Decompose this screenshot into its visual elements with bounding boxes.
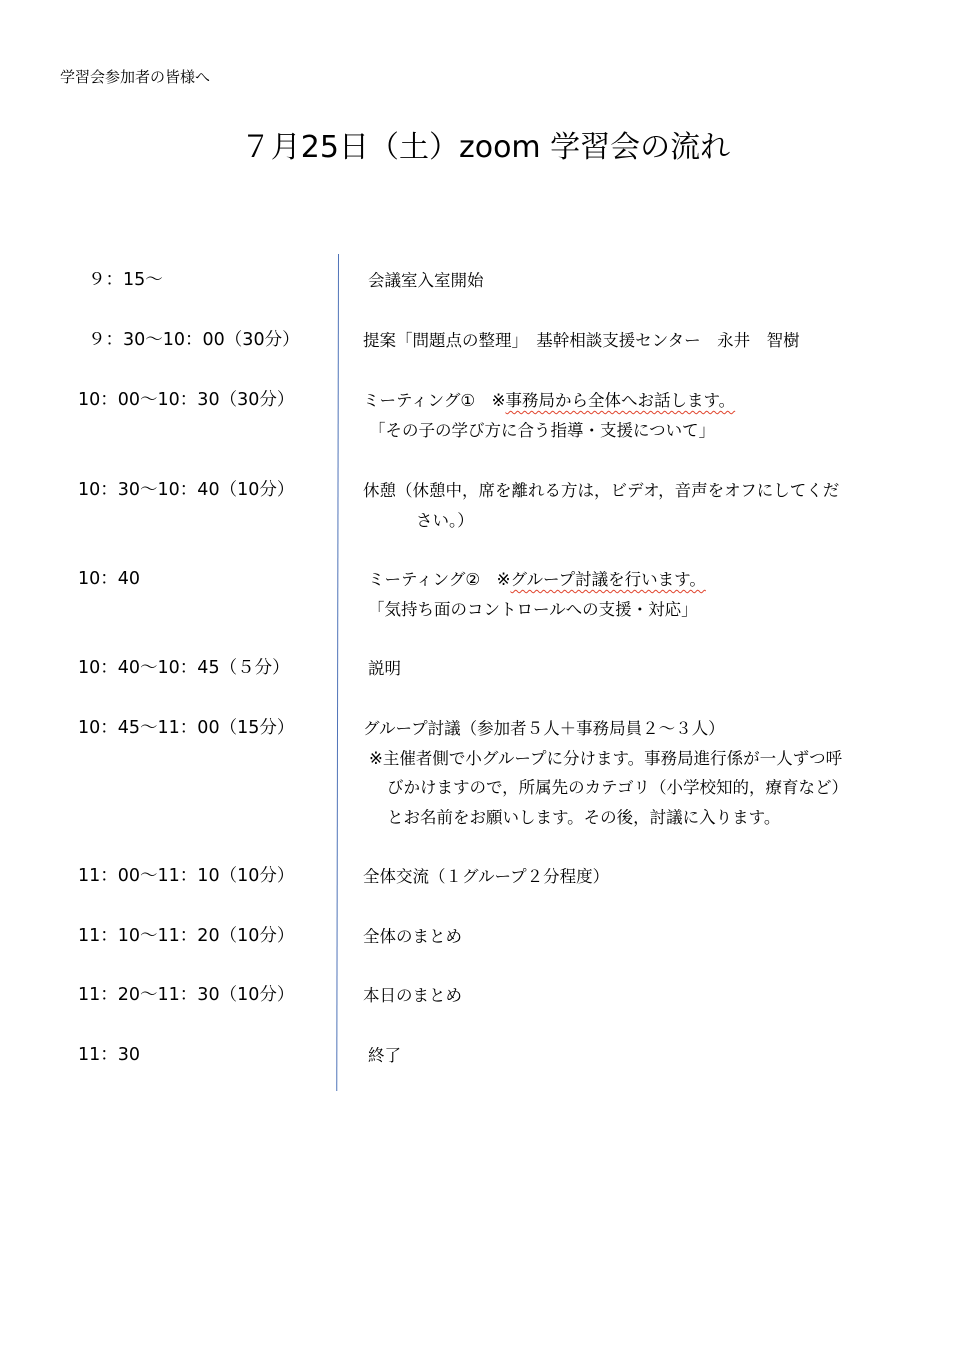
description-line: さい。） xyxy=(416,510,474,530)
description-line: 全体のまとめ xyxy=(363,927,462,946)
schedule-description xyxy=(363,476,839,535)
schedule-time: ９：15～ xyxy=(88,270,163,290)
schedule-description xyxy=(363,714,848,832)
description-line: びかけますので，所属先のカテゴリ（小学校知的，療育など） xyxy=(387,778,849,797)
schedule-time: 10：40～10：45（５分） xyxy=(78,658,290,678)
schedule-time: 10：45～11：00（15分） xyxy=(78,718,295,738)
schedule-time: 11：00～11：10（10分） xyxy=(78,866,295,886)
greeting: 学習会参加者の皆様へ xyxy=(60,68,211,86)
schedule-time: 10：30～10：40（10分） xyxy=(78,480,295,500)
description-line: とお名前をお願いします。その後，討議に入ります。 xyxy=(387,807,781,827)
description-line: 説明 xyxy=(368,659,401,678)
description-line: 提案「問題点の整理」 基幹相談支援センター 永井 智樹 xyxy=(363,331,800,350)
schedule-description xyxy=(368,1041,401,1071)
schedule-description xyxy=(368,565,706,624)
underlined-note: グループ討議を行います。 xyxy=(510,570,706,589)
description-line: グループ討議（参加者５人＋事務局員２～３人） xyxy=(363,719,725,738)
description-line: 「その子の学び方に合う指導・支援について」 xyxy=(369,420,716,440)
description-line: 全体交流（１グループ２分程度） xyxy=(363,867,610,886)
schedule-time: ９：30～10：00（30分） xyxy=(88,330,300,350)
schedule-description xyxy=(363,981,462,1011)
page-title: ７月25日（土）zoom 学習会の流れ xyxy=(240,130,731,165)
description-line xyxy=(368,565,706,595)
schedule-time: 11：30 xyxy=(78,1045,141,1065)
description-line: 「気持ち面のコントロールへの支援・対応」 xyxy=(368,599,698,619)
meeting-label: ミーティング② ※ xyxy=(368,570,511,589)
schedule-time: 10：00～10：30（30分） xyxy=(78,390,295,410)
schedule-description xyxy=(368,654,401,684)
schedule-description xyxy=(368,266,484,296)
description-line xyxy=(363,386,735,416)
schedule-description xyxy=(363,862,609,892)
schedule-time: 11：20～11：30（10分） xyxy=(78,985,295,1005)
underlined-note: 事務局から全体へお話します。 xyxy=(505,391,736,410)
schedule-description xyxy=(363,922,462,952)
schedule-time: 11：10～11：20（10分） xyxy=(78,926,295,946)
description-line: ※主催者側で小グループに分けます。事務局進行係が一人ずつ呼 xyxy=(369,748,843,768)
description-line: 休憩（休憩中，席を離れる方は，ビデオ，音声をオフにしてくだ xyxy=(363,481,840,500)
timeline-divider xyxy=(336,254,339,1091)
schedule-time: 10：40 xyxy=(78,569,141,589)
description-line: 本日のまとめ xyxy=(363,986,462,1005)
description-line: 会議室入室開始 xyxy=(368,271,484,290)
meeting-label: ミーティング① ※ xyxy=(363,391,506,410)
description-line: 終了 xyxy=(368,1046,401,1065)
schedule-description xyxy=(363,386,735,445)
schedule-description xyxy=(363,326,800,356)
